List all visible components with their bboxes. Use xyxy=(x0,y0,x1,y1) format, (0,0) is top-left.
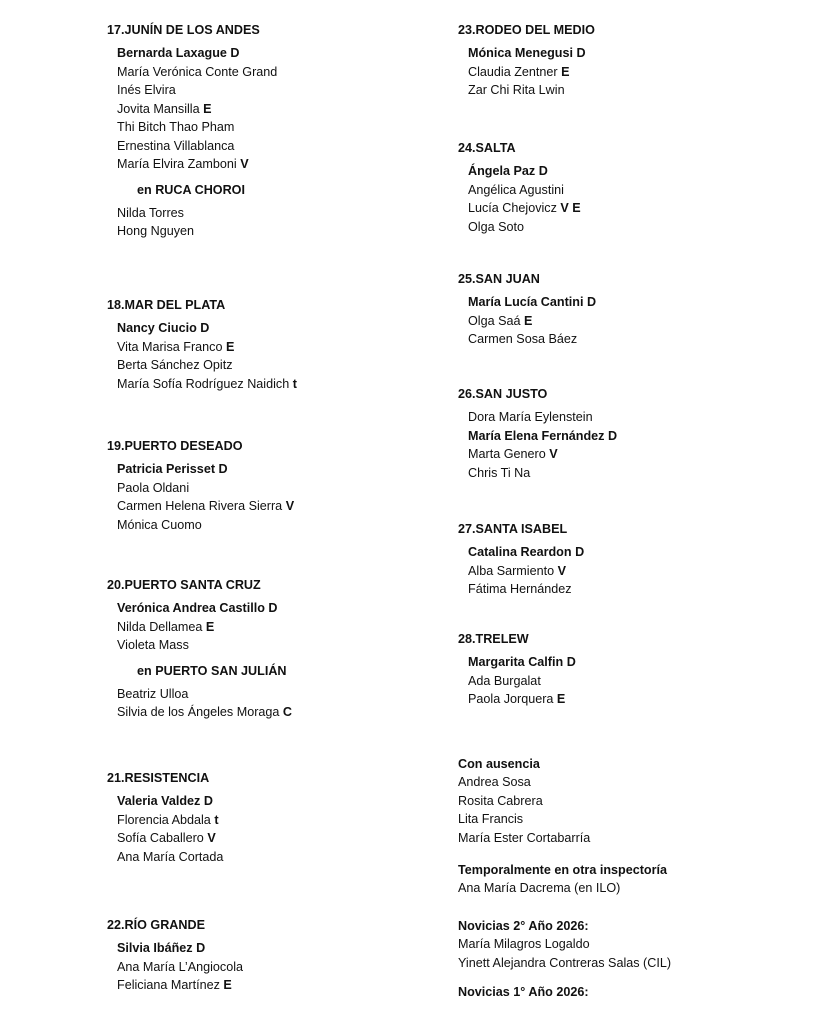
community-section xyxy=(458,139,581,236)
member-line xyxy=(117,222,277,241)
member-name: Ana María L’Angiocola xyxy=(117,959,244,974)
list-item: María Ester Cortabarría xyxy=(458,830,591,845)
member-line xyxy=(468,464,617,483)
member-role-tag: t xyxy=(214,812,219,827)
list-item: María Milagros Logaldo xyxy=(458,937,590,951)
section-heading: 21.RESISTENCIA xyxy=(107,771,210,785)
member-line xyxy=(117,829,223,848)
member-line xyxy=(117,848,223,867)
member-name: Paola Jorquera xyxy=(468,692,554,706)
member-name: Silvia de los Ángeles Moraga xyxy=(117,705,280,719)
member-line xyxy=(468,562,584,581)
member-role-tag: D xyxy=(575,545,585,559)
list-item: Ana María Dacrema (en ILO) xyxy=(458,881,621,895)
spacer xyxy=(107,174,277,181)
member-line xyxy=(117,976,243,995)
member-line xyxy=(117,100,277,119)
subsection-heading: en PUERTO SAN JULIÁN xyxy=(137,663,287,678)
community-section xyxy=(458,270,596,349)
member-name: Violeta Mass xyxy=(117,638,189,652)
member-name: Feliciana Martínez xyxy=(117,978,220,992)
member-role-tag: D xyxy=(607,428,618,443)
community-section xyxy=(458,630,576,709)
member-line xyxy=(468,44,595,63)
member-role-tag: V xyxy=(285,499,295,513)
member-role-tag: E xyxy=(205,619,215,634)
member-line xyxy=(468,653,576,672)
community-section xyxy=(107,576,292,722)
member-name: Inés Elvira xyxy=(117,83,176,97)
member-name: Lucía Chejovicz xyxy=(468,201,557,215)
member-name: Mónica Cuomo xyxy=(117,517,202,532)
section-heading: 27.SANTA ISABEL xyxy=(458,522,568,536)
section-heading: 18.MAR DEL PLATA xyxy=(107,298,226,312)
member-line xyxy=(468,330,596,349)
member-list xyxy=(458,293,596,349)
member-name: Vita Marisa Franco xyxy=(117,339,223,354)
member-name: Berta Sánchez Opitz xyxy=(117,358,233,372)
community-section xyxy=(458,21,595,100)
member-line xyxy=(117,516,294,535)
member-line xyxy=(468,543,584,562)
member-line xyxy=(468,427,617,446)
community-section xyxy=(107,769,223,866)
subsection-member-list xyxy=(107,204,277,241)
member-list xyxy=(107,939,243,995)
list-heading: Novicias 2° Año 2026: xyxy=(458,919,589,933)
member-name: Margarita Calfin xyxy=(468,655,564,669)
member-line xyxy=(468,293,596,312)
member-line xyxy=(117,618,292,637)
spacer xyxy=(107,655,292,662)
section-heading: 28.TRELEW xyxy=(458,632,529,646)
member-line xyxy=(468,81,595,100)
member-role-tag: V xyxy=(207,831,216,845)
list-heading: Novicias 1° Año 2026: xyxy=(458,985,589,999)
member-line xyxy=(468,408,617,427)
member-line xyxy=(117,811,223,830)
member-name: Claudia Zentner xyxy=(468,64,558,79)
member-role-tag: E xyxy=(561,64,570,79)
section-heading: 25.SAN JUAN xyxy=(458,272,540,286)
member-role-tag: D xyxy=(203,794,213,808)
member-line xyxy=(117,599,292,618)
member-name: Bernarda Laxague xyxy=(117,46,227,60)
member-name: María Lucía Cantini xyxy=(468,295,584,309)
member-role-tag: D xyxy=(218,462,228,476)
community-section xyxy=(458,385,617,482)
member-role-tag: V E xyxy=(560,201,581,215)
member-name: Angélica Agustini xyxy=(468,182,564,197)
member-line xyxy=(117,460,294,479)
member-name: Fátima Hernández xyxy=(468,582,572,596)
member-role-tag: V xyxy=(557,563,567,578)
member-list xyxy=(458,408,617,482)
member-role-tag: V xyxy=(549,447,558,461)
member-line xyxy=(468,312,596,331)
community-section xyxy=(107,916,243,995)
member-name: Sofía Caballero xyxy=(117,831,204,845)
member-list xyxy=(458,653,576,709)
member-line xyxy=(117,63,277,82)
member-name: Ana María Cortada xyxy=(117,849,224,864)
member-name: Nilda Torres xyxy=(117,205,184,220)
member-role-tag: D xyxy=(576,46,586,60)
member-name: Ernestina Villablanca xyxy=(117,138,235,153)
section-heading: 23.RODEO DEL MEDIO xyxy=(458,23,595,37)
member-list xyxy=(107,460,294,534)
member-line xyxy=(468,218,581,237)
section-heading: 20.PUERTO SANTA CRUZ xyxy=(107,578,261,592)
member-name: Marta Genero xyxy=(468,447,546,461)
member-list xyxy=(458,162,581,236)
member-role-tag: E xyxy=(225,339,235,354)
member-list xyxy=(107,319,297,393)
subsection-member-list xyxy=(107,685,292,722)
member-name: Ángela Paz xyxy=(468,164,536,178)
member-line xyxy=(117,319,297,338)
section-heading: 19.PUERTO DESEADO xyxy=(107,439,243,453)
member-list xyxy=(107,44,277,174)
member-name: Patricia Perisset xyxy=(117,462,216,476)
member-line xyxy=(117,137,277,156)
other-list-section xyxy=(458,917,671,972)
member-name: Valeria Valdez xyxy=(117,794,201,808)
member-name: Ada Burgalat xyxy=(468,673,541,688)
member-line xyxy=(468,690,576,709)
list-item: Yinett Alejandra Contreras Salas (CIL) xyxy=(458,955,672,970)
member-name: Hong Nguyen xyxy=(117,224,195,238)
member-list xyxy=(107,792,223,866)
member-name: Mónica Menegusi xyxy=(468,46,573,60)
member-name: Verónica Andrea Castillo xyxy=(117,601,265,615)
member-role-tag: V xyxy=(240,157,249,171)
list-item: Andrea Sosa xyxy=(458,775,531,789)
member-name: Paola Oldani xyxy=(117,480,190,495)
member-name: María Elvira Zamboni xyxy=(117,157,237,171)
subsection-heading: en RUCA CHOROI xyxy=(137,182,245,197)
member-line xyxy=(117,155,277,174)
member-line xyxy=(117,356,297,375)
member-name: Silvia Ibáñez xyxy=(117,941,193,955)
list-heading: Temporalmente en otra inspectoría xyxy=(458,863,668,877)
member-line xyxy=(117,939,243,958)
member-name: Chris Ti Na xyxy=(468,465,531,480)
section-heading: 24.SALTA xyxy=(458,141,516,155)
member-role-tag: D xyxy=(268,601,278,615)
member-list xyxy=(107,599,292,655)
member-name: Florencia Abdala xyxy=(117,812,211,827)
community-section xyxy=(458,520,584,599)
member-name: Olga Saá xyxy=(468,313,521,328)
member-name: Zar Chi Rita Lwin xyxy=(468,83,565,97)
member-name: Carmen Sosa Báez xyxy=(468,332,578,346)
member-name: Beatriz Ulloa xyxy=(117,686,189,701)
member-role-tag: E xyxy=(223,978,232,992)
section-heading: 17.JUNÍN DE LOS ANDES xyxy=(107,23,260,37)
member-role-tag: E xyxy=(203,101,212,116)
list-item: Rosita Cabrera xyxy=(458,793,543,808)
other-list-section xyxy=(458,755,590,847)
member-role-tag: D xyxy=(196,941,206,955)
member-line xyxy=(117,958,243,977)
member-line xyxy=(117,118,277,137)
member-line xyxy=(117,792,223,811)
member-role-tag: D xyxy=(538,164,548,178)
member-line xyxy=(468,199,581,218)
member-line xyxy=(468,672,576,691)
list-item: Lita Francis xyxy=(458,812,524,826)
member-role-tag: C xyxy=(282,705,293,719)
member-name: Carmen Helena Rivera Sierra xyxy=(117,499,283,513)
member-name: Catalina Reardon xyxy=(468,545,572,559)
member-line xyxy=(117,685,292,704)
member-name: Alba Sarmiento xyxy=(468,563,555,578)
member-role-tag: D xyxy=(200,321,210,335)
member-list xyxy=(458,543,584,599)
member-role-tag: D xyxy=(566,655,576,669)
member-name: María Verónica Conte Grand xyxy=(117,64,278,79)
member-role-tag: E xyxy=(556,692,566,706)
member-line xyxy=(117,703,292,722)
member-name: María Elena Fernández xyxy=(468,428,605,443)
member-role-tag: D xyxy=(230,46,240,60)
member-line xyxy=(117,636,292,655)
member-line xyxy=(117,497,294,516)
member-name: Nancy Ciucio xyxy=(117,321,197,335)
member-line xyxy=(468,181,581,200)
member-name: Jovita Mansilla xyxy=(117,101,200,116)
member-line xyxy=(117,375,297,394)
member-line xyxy=(468,445,617,464)
section-heading: 22.RÍO GRANDE xyxy=(107,918,205,932)
section-heading: 26.SAN JUSTO xyxy=(458,387,548,401)
member-list xyxy=(458,44,595,100)
community-section xyxy=(107,21,277,241)
member-name: Nilda Dellamea xyxy=(117,619,203,634)
member-line xyxy=(117,81,277,100)
community-section xyxy=(107,437,294,534)
member-line xyxy=(468,63,595,82)
member-name: Olga Soto xyxy=(468,219,525,234)
member-line xyxy=(117,44,277,63)
member-line xyxy=(117,479,294,498)
member-line xyxy=(468,580,584,599)
list-heading: Con ausencia xyxy=(458,757,540,771)
member-line xyxy=(117,338,297,357)
member-name: Dora María Eylenstein xyxy=(468,410,593,424)
community-section xyxy=(107,296,297,393)
member-line xyxy=(117,204,277,223)
member-name: Thi Bitch Thao Pham xyxy=(117,120,235,134)
member-line xyxy=(468,162,581,181)
other-list-section xyxy=(458,861,667,898)
other-list-section xyxy=(458,983,589,1001)
member-name: María Sofía Rodríguez Naidich xyxy=(117,376,290,391)
member-role-tag: E xyxy=(524,313,533,328)
member-role-tag: t xyxy=(292,376,297,391)
member-role-tag: D xyxy=(586,295,597,309)
